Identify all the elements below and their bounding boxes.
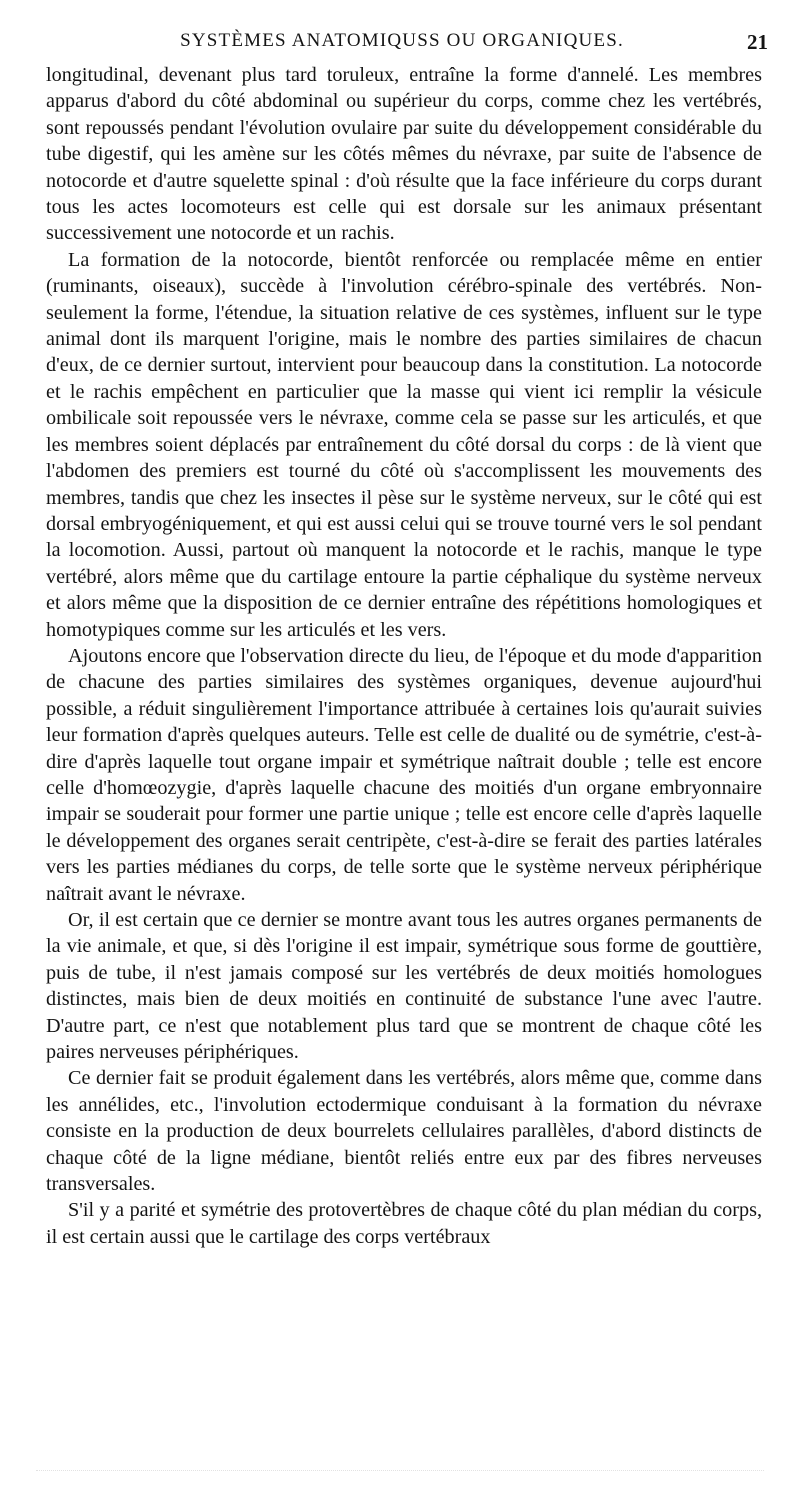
running-header — [36, 30, 768, 60]
page-number: 21 — [747, 30, 768, 54]
paragraph-3: Ajoutons encore que l'observation directe du lieu, de l'époque et du mode d'apparition de chacune des parties similaires des systèmes organiques, devenue aujourd'hui possible, a réduit singulièrement l'importance attribuée à certaines lois qu'aurait suivies leur formation d'après quelques auteurs. Telle est celle de dualité ou de symétrie, c'est-à-dire d'après laquelle tout organe impair et symétrique naîtrait double ; telle est encore celle d'homœozygie, d'après laquelle chacune des moitiés d'un organe embryonnaire impair se souderait pour former une partie unique ; telle est encore celle d'après laquelle le développement des organes serait centripète, c'est-à-dire se ferait des parties latérales vers les parties médianes du corps, de telle sorte que le système nerveux périphérique naîtrait avant le névraxe. — [46, 644, 762, 905]
paragraph-4: Or, il est certain que ce dernier se montre avant tous les autres organes permanents de la vie animale, et que, si dès l'origine il est impair, symétrique sous forme de gouttière, puis de tube, il n'est jamais composé sur les vertébrés de deux moitiés homologues distinctes, mais bien de deux moitiés en continuité de substance l'une avec l'autre. D'autre part, ce n'est que notablement plus tard que se montrent de chaque côté les paires nerveuses périphériques. — [46, 909, 762, 1064]
page-footer-rule — [36, 1470, 764, 1479]
text-body — [46, 62, 762, 1250]
paragraph-5: Ce dernier fait se produit également dans les vertébrés, alors même que, comme dans les annélides, etc., l'involution ectodermique conduisant à la formation du névraxe consiste en la production de deux bourrelets cellulaires parallèles, d'abord distincts de chaque côté de la ligne médiane, bientôt reliés entre eux par des fibres nerveuses transversales. — [46, 1067, 762, 1196]
paragraph-6: S'il y a parité et symétrie des protovertèbres de chaque côté du plan médian du corps, il est certain aussi que le cartilage des corps vertébraux — [46, 1199, 762, 1248]
running-title: SYSTÈMES ANATOMIQUSS OU ORGANIQUES. — [180, 30, 624, 51]
paragraph-1: longitudinal, devenant plus tard toruleux, entraîne la forme d'annelé. Les membres apparus d'abord du côté abdominal ou supérieur du corps, comme chez les vertébrés, sont repoussés pendant l'évolution ovulaire par suite du développement considérable du tube digestif, qui les amène sur les côtés mêmes du névraxe, par suite de l'absence de notocorde et d'autre squelette spinal : d'où résulte que la face inférieure du corps durant tous les actes locomoteurs est celle qui est dorsale sur les animaux présentant successivement une notocorde et un rachis. — [46, 64, 762, 245]
paragraph-2: La formation de la notocorde, bientôt renforcée ou remplacée même en entier (ruminants, oiseaux), succède à l'involution cérébro-spinale des vertébrés. Non-seulement la forme, l'étendue, la situation relative de ces systèmes, influent sur le type animal dont ils marquent l'origine, mais le nombre des parties similaires de chacun d'eux, de ce dernier surtout, intervient pour beaucoup dans la constitution. La notocorde et le rachis empêchent en particulier que la masse qui vient ici remplir la vésicule ombilicale soit repoussée vers le névraxe, comme cela se passe sur les articulés, et que les membres soient déplacés par entraînement du côté dorsal du corps : de là vient que l'abdomen des premiers est tourné du côté où s'accomplissent les mouvements des membres, tandis que chez les insectes il pèse sur le système nerveux, sur le côté qui est dorsal embryogéniquement, et qui est aussi celui qui se trouve tourné vers le sol pendant la locomotion. Aussi, partout où manquent la notocorde et le rachis, manque le type vertébré, alors même que du cartilage entoure la partie céphalique du système nerveux et alors même que la disposition de ce dernier entraîne des répétitions homologiques et homotypiques comme sur les articulés et les vers. — [46, 248, 762, 641]
